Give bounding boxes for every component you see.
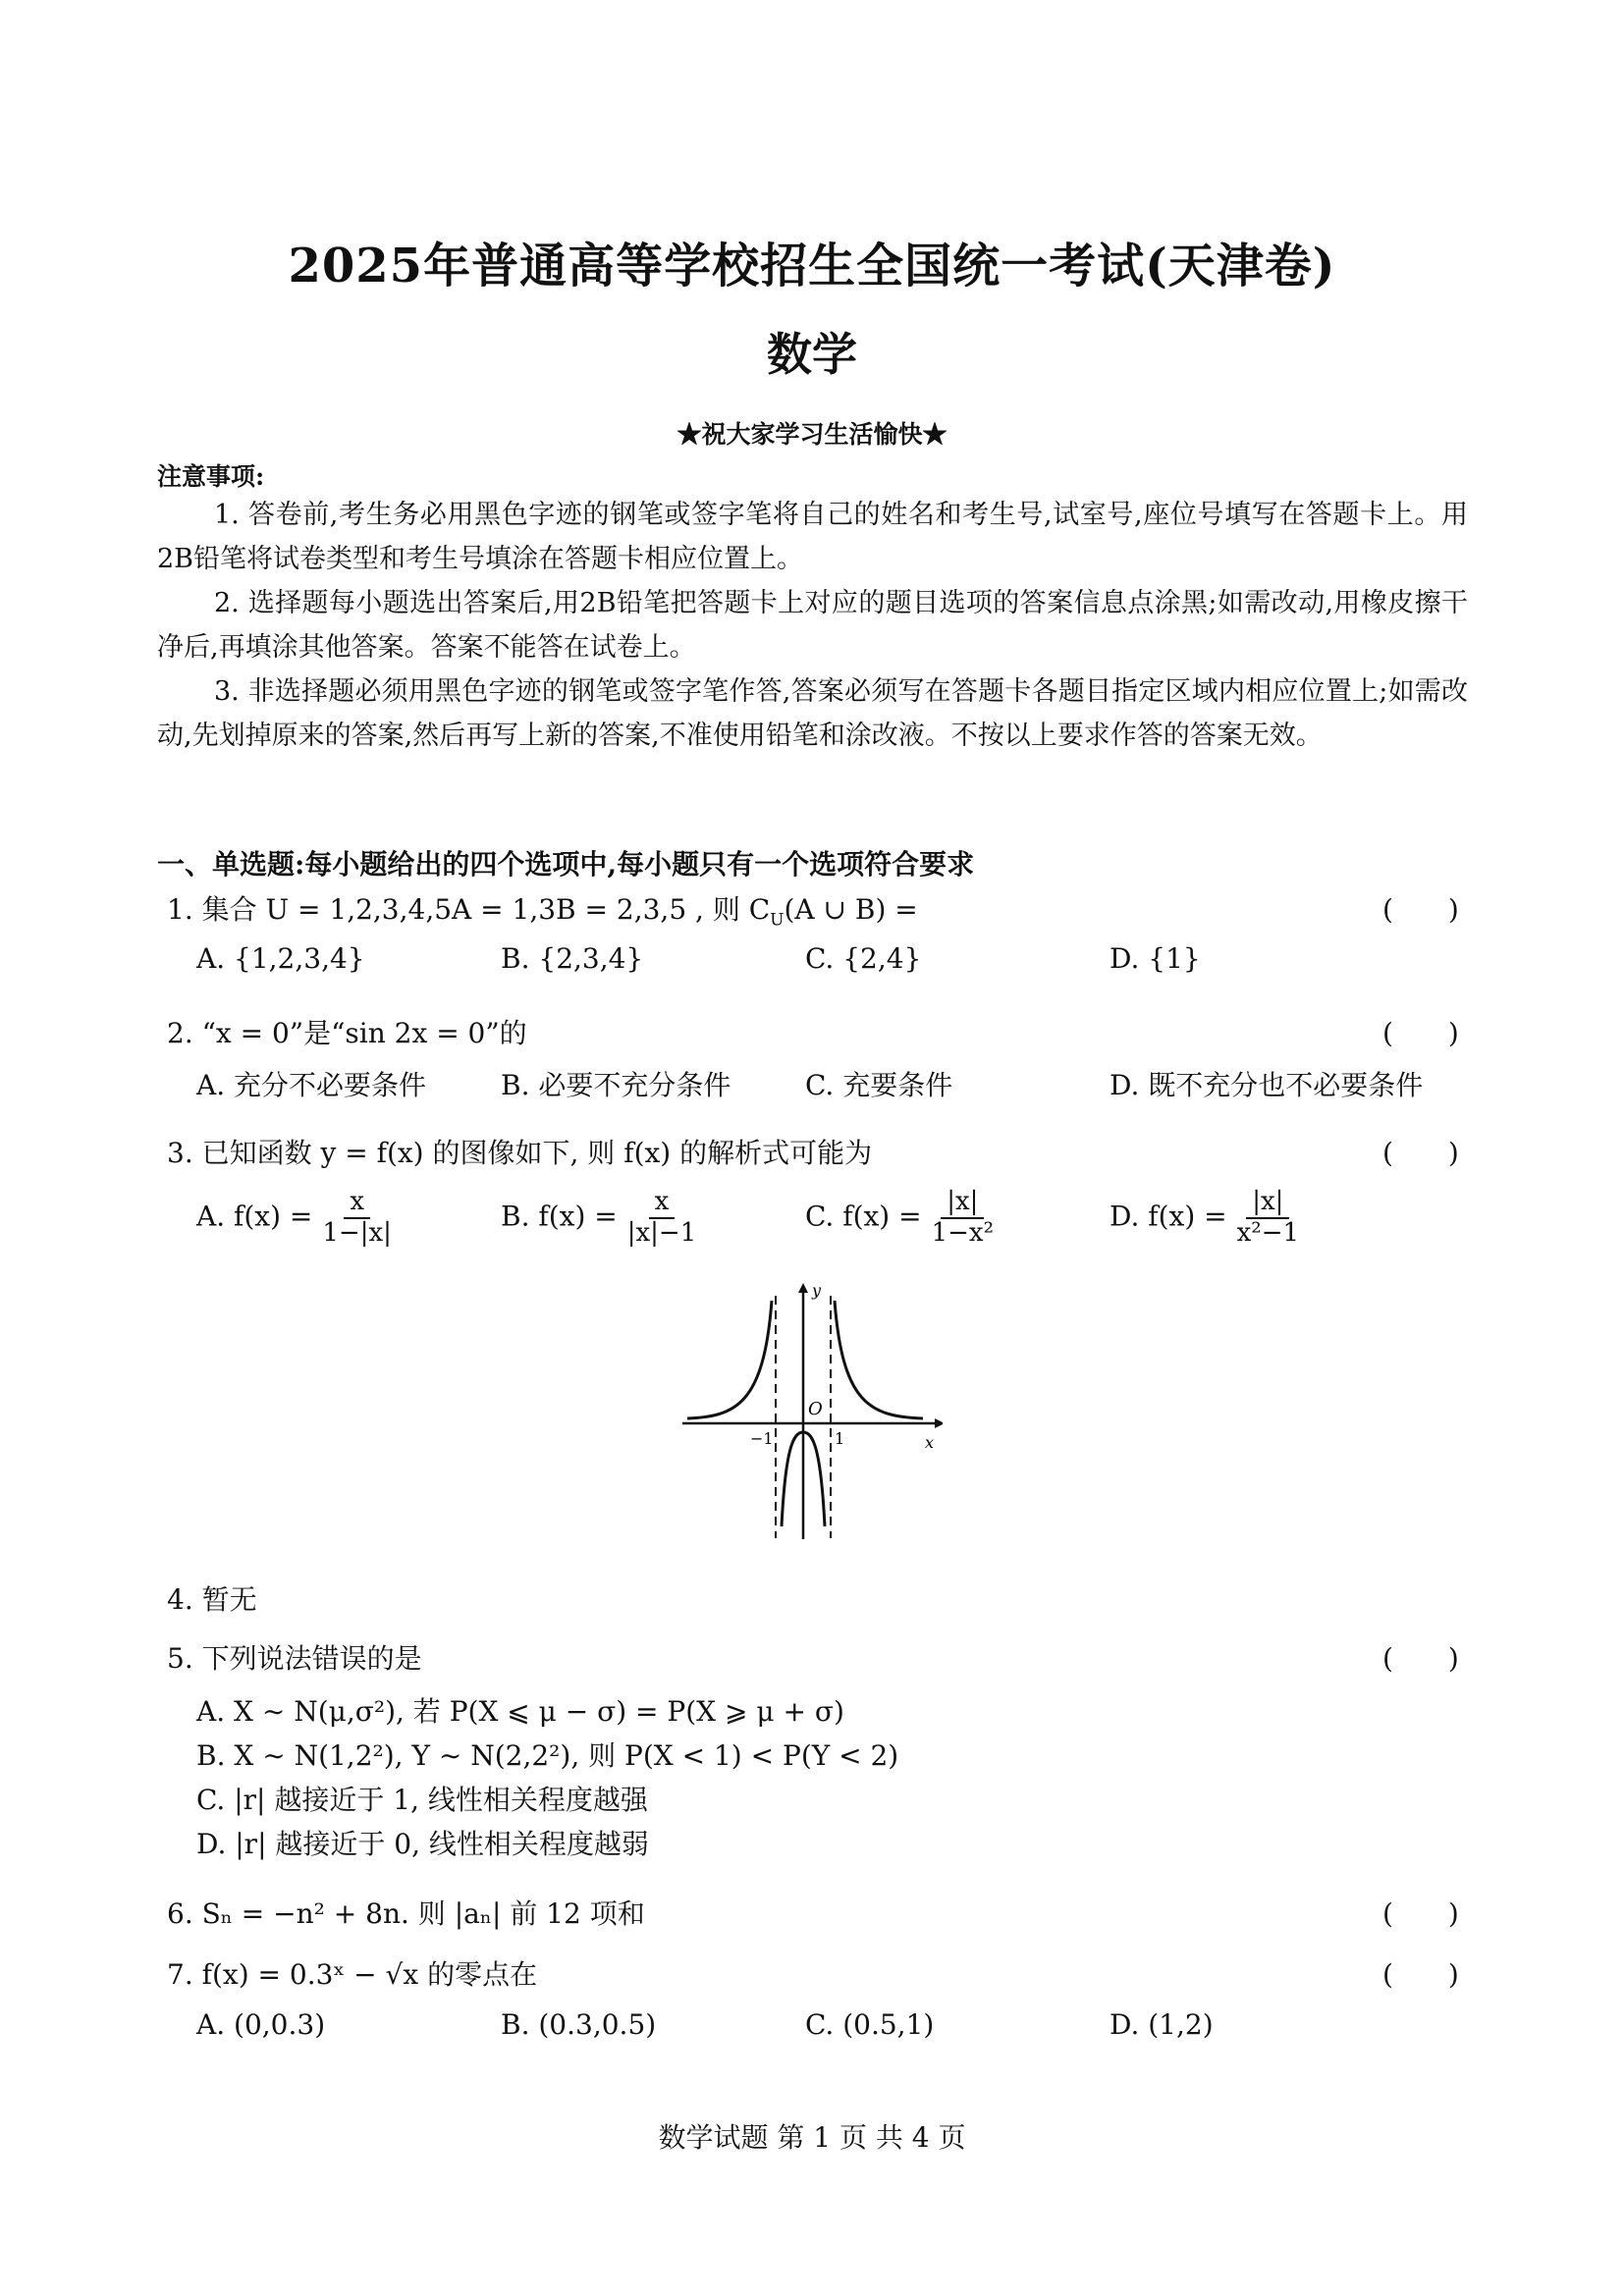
function-graph	[677, 1281, 943, 1541]
y-axis-label: y	[812, 1281, 822, 1300]
q5-option-b: B. X ∼ N(1,2²), Y ∼ N(2,2²), 则 P(X < 1) < P(Y < 2)	[196, 1739, 899, 1772]
tick-label-neg-1: −1	[750, 1429, 774, 1448]
q5-option-c: C. |r| 越接近于 1, 线性相关程度越强	[196, 1784, 648, 1816]
q1-option-b: B. {2,3,4}	[501, 942, 644, 975]
q3-option-a: A. f(x) = $\frac{x}{1-|x|}$	[196, 1187, 392, 1248]
question-7-stem: 7. f(x) = 0.3ˣ − √x 的零点在	[167, 1958, 538, 1991]
answer-paren-7: ( )	[1382, 1958, 1459, 1991]
q2-option-a: A. 充分不必要条件	[196, 1069, 427, 1101]
q2-option-d: D. 既不充分也不必要条件	[1110, 1069, 1424, 1101]
question-3-stem: 3. 已知函数 y = f(x) 的图像如下, 则 f(x) 的解析式可能为	[167, 1137, 873, 1169]
curve-left-branch	[687, 1301, 772, 1418]
q7-option-b: B. (0.3,0.5)	[501, 2008, 657, 2041]
answer-paren-6: ( )	[1382, 1897, 1459, 1930]
q3-option-c: C. f(x) = $\frac{|x|}{\text{1−x²}}$	[805, 1187, 995, 1248]
y-axis-arrow	[798, 1283, 808, 1293]
question-6-stem: 6. Sₙ = −n² + 8n. 则 |aₙ| 前 12 项和	[167, 1897, 645, 1930]
answer-paren-2: ( )	[1382, 1017, 1459, 1049]
x-axis-arrow	[935, 1418, 943, 1428]
answer-paren-5: ( )	[1382, 1642, 1459, 1675]
page-footer: 数学试题 第 1 页 共 4 页	[658, 2121, 966, 2154]
q2-option-c: C. 充要条件	[805, 1069, 953, 1101]
q5-option-a: A. X ∼ N(μ,σ²), 若 P(X ⩽ μ − σ) = P(X ⩾ μ + σ)	[196, 1695, 844, 1728]
q1-option-a: A. {1,2,3,4}	[196, 942, 365, 975]
q3-option-d: D. f(x) = $\frac{|x|}{\text{x²−1}}$	[1110, 1187, 1300, 1248]
exam-title: 2025年普通高等学校招生全国统一考试(天津卷)	[288, 239, 1336, 294]
q7-option-c: C. (0.5,1)	[805, 2008, 935, 2041]
q2-option-b: B. 必要不充分条件	[501, 1069, 731, 1101]
q5-option-d: D. |r| 越接近于 0, 线性相关程度越弱	[196, 1828, 649, 1860]
tick-label-1: 1	[835, 1429, 845, 1448]
origin-label: O	[808, 1399, 823, 1419]
note-2: 2. 选择题每小题选出答案后,用2B铅笔把答题卡上对应的题目选项的答案信息点涂黑;如需改动,用橡皮擦干净后,再填涂其他答案。答案不能答在试卷上。	[157, 588, 1468, 663]
answer-paren-1: ( )	[1382, 893, 1459, 926]
subject-title: 数学	[767, 328, 857, 381]
section-title: 一、单选题:每小题给出的四个选项中,每小题只有一个选项符合要求	[157, 848, 975, 881]
q7-option-d: D. (1,2)	[1110, 2008, 1214, 2041]
question-1-stem: 1. 集合 U = 1,2,3,4,5A = 1,3B = 2,3,5 , 则 $C_U(A$ ∪ B) =	[167, 893, 918, 931]
x-axis-label: x	[925, 1433, 935, 1452]
motto: ★祝大家学习生活愉快★	[677, 420, 947, 449]
answer-paren-3: ( )	[1382, 1137, 1459, 1169]
note-3: 3. 非选择题必须用黑色字迹的钢笔或签字笔作答,答案必须写在答题卡各题目指定区域内相应位置上;如需改动,先划掉原来的答案,然后再写上新的答案,不准使用铅笔和涂改液。不按以上要求作答的答案无效。	[157, 676, 1468, 751]
q1-option-c: C. {2,4}	[805, 942, 922, 975]
question-5-stem: 5. 下列说法错误的是	[167, 1642, 422, 1675]
q7-option-a: A. (0,0.3)	[196, 2008, 326, 2041]
question-4-stem: 4. 暂无	[167, 1583, 257, 1616]
question-2-stem: 2. “x = 0”是“sin 2x = 0”的	[167, 1017, 527, 1049]
curve-right-branch	[835, 1301, 923, 1418]
note-1: 1. 答卷前,考生务必用黑色字迹的钢笔或签字笔将自己的姓名和考生号,试室号,座位号填写在答题卡上。用2B铅笔将试卷类型和考生号填涂在答题卡相应位置上。	[157, 500, 1468, 574]
notes-title: 注意事项:	[157, 462, 265, 491]
q3-option-b: B. f(x) = $\frac{x}{|x|-1}$	[501, 1187, 697, 1248]
q1-option-d: D. {1}	[1110, 942, 1201, 975]
